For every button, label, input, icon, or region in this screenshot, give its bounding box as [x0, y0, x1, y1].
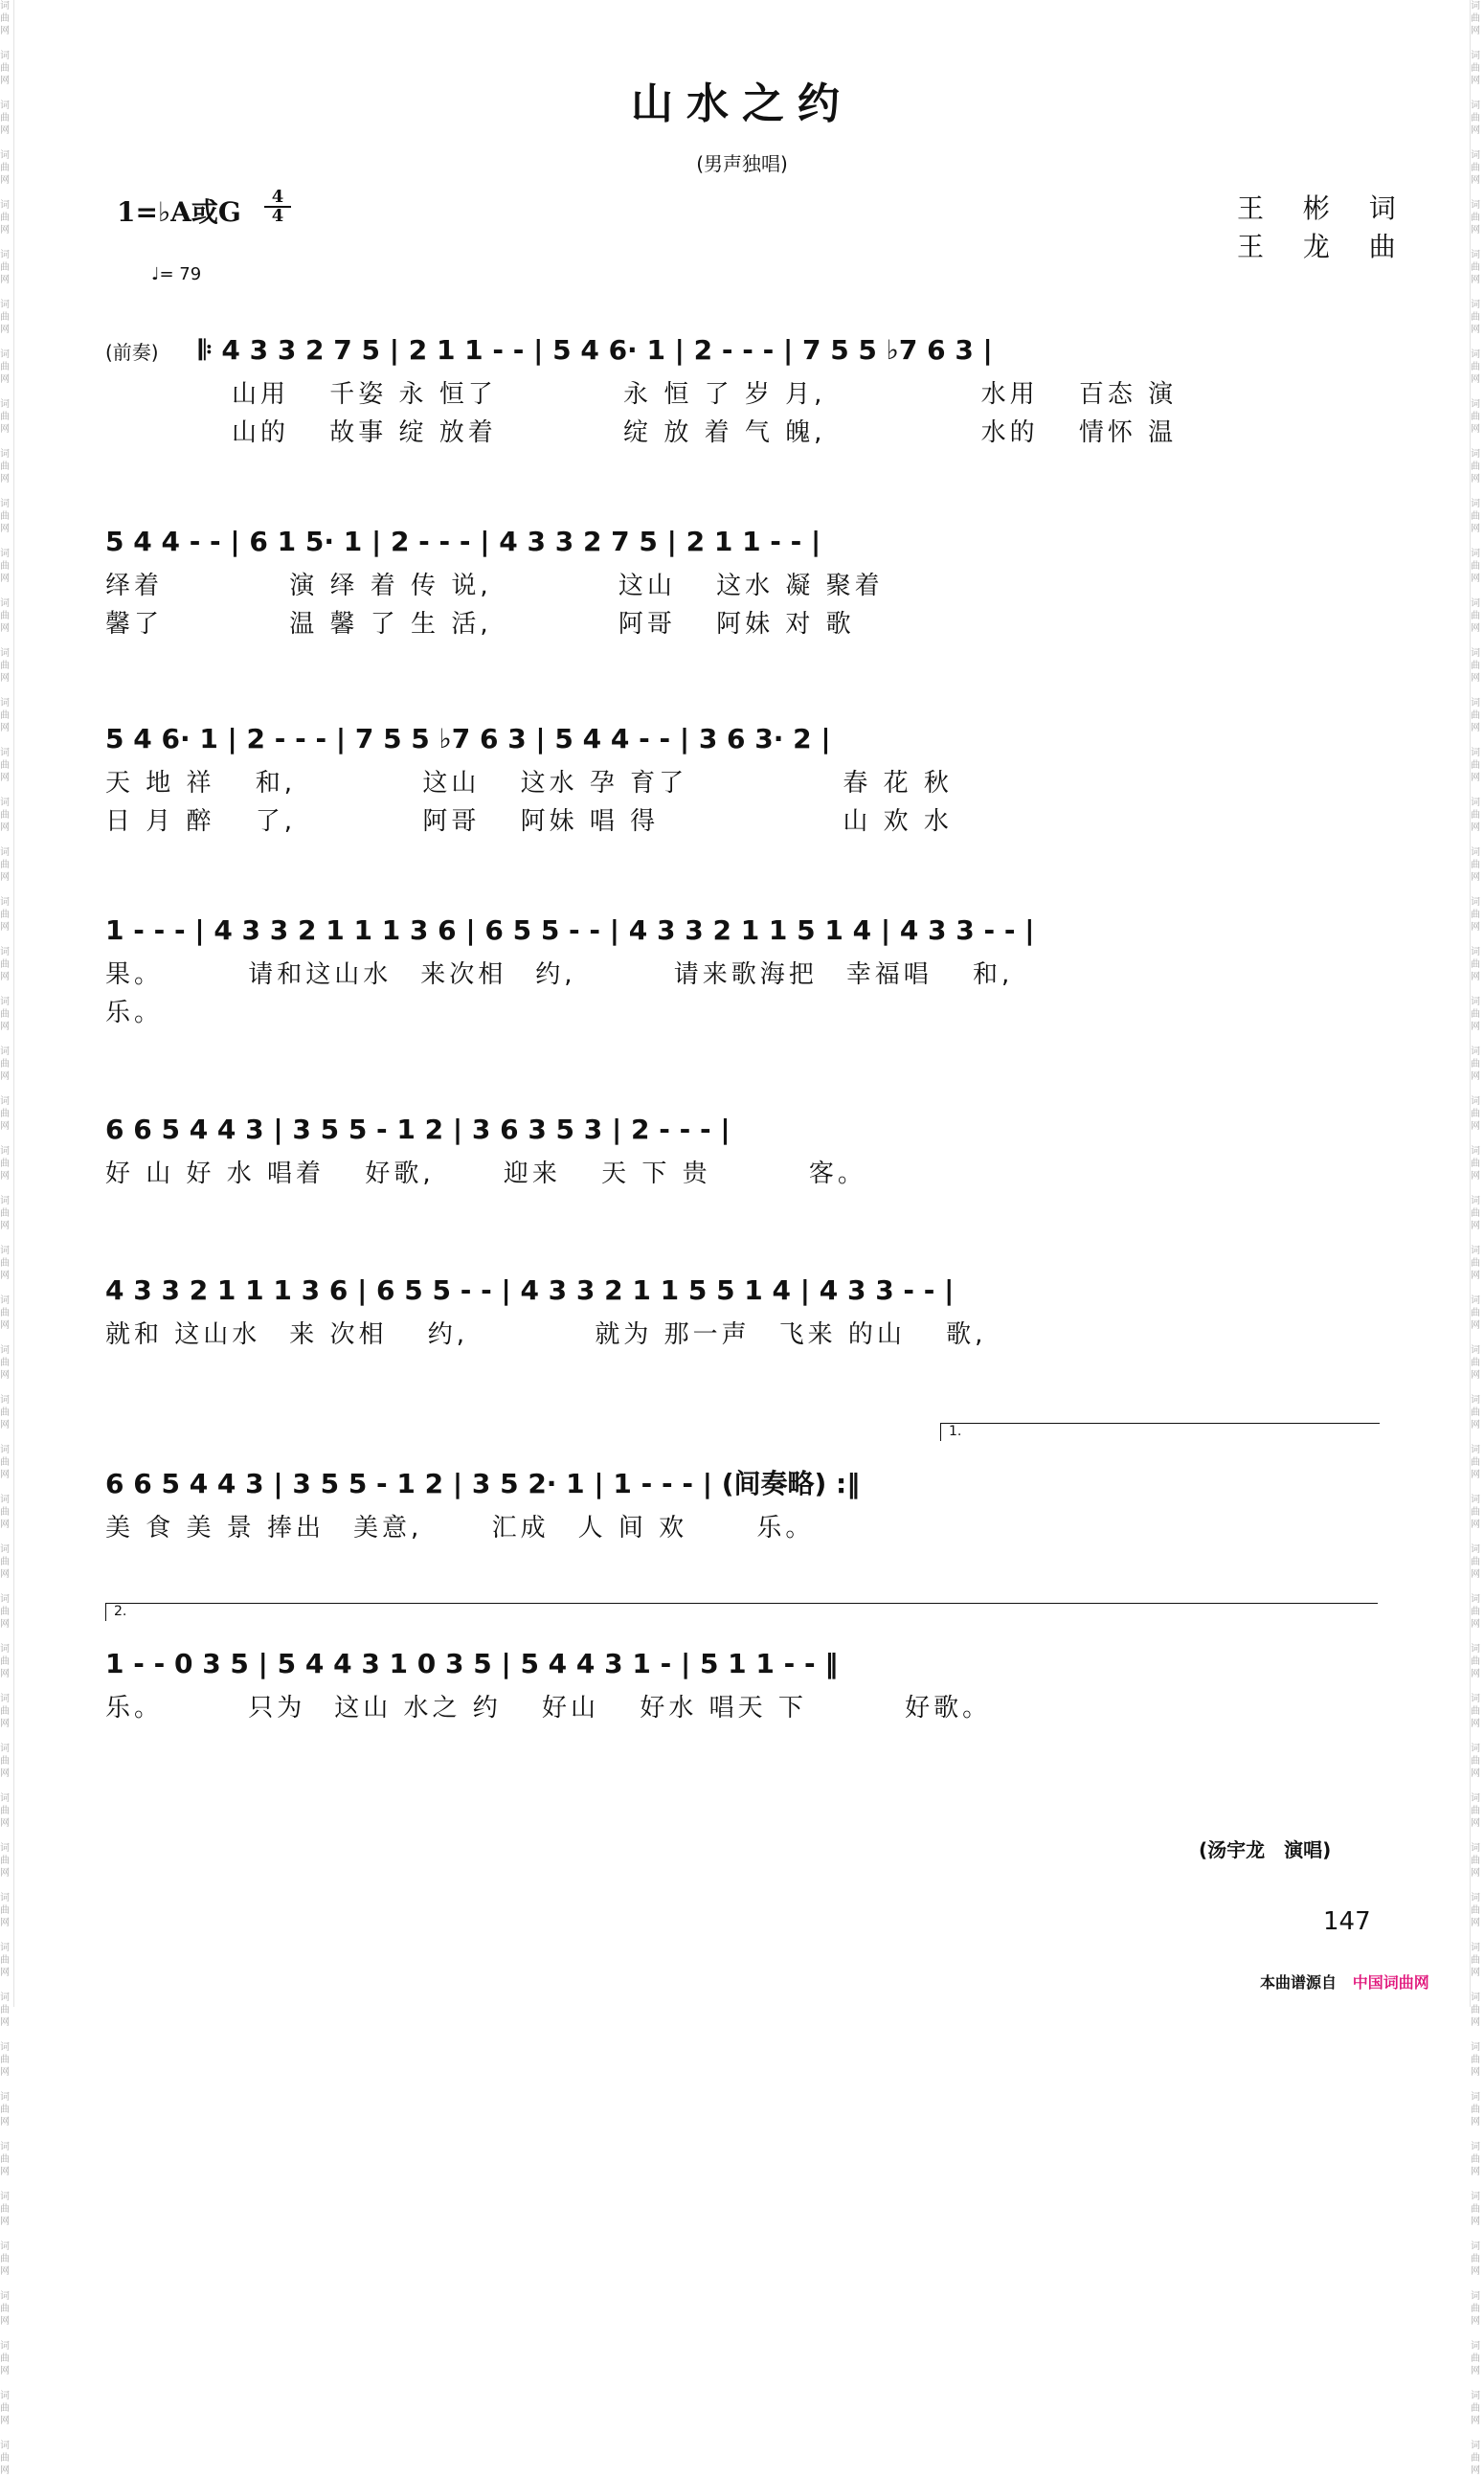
- right-edge-watermark: 词 曲 网 词 曲 网 词 曲 网 词 曲 网 词 曲 网 词 曲 网 词 曲 网 词 曲 网 词 曲 网 词 曲 网 词 曲 网 词 曲 网 词 曲 网 词 曲 网 词 曲 网 词 曲 网 词 曲 网 词 曲 网 词 曲 网 词 曲 网 词 曲 网 词 曲 网 词 曲 网 词 曲 网 词 曲 网 词 曲 网 词 曲 网 词 曲 网 词 曲 网 词 曲 网 词 曲 网 词 曲 网 词 曲 网 词 曲 网 词 曲 网 词 曲 网 词 曲 网 词 曲 网 词 曲 网 词 曲 网 词 曲 网 词 曲 网 词 曲 网 词 曲 网 词 曲 网 词 曲 网 词 曲 网 词 曲 网 词 曲 网 词 曲 网: [1470, 0, 1484, 2007]
- intro-label: (前奏): [105, 341, 159, 364]
- tempo-marking: ♩= 79: [151, 264, 202, 284]
- lyrics-line-3-verse-1: 天 地 祥 和, 这山 这水 孕 育了 春 花 秋: [105, 769, 953, 798]
- lyrics-line-4-verse-1: 果。 请和这山水 来次相 约, 请来歌海把 幸福唱 和,: [105, 960, 1014, 989]
- time-signature: [264, 189, 291, 225]
- performer-credit: (汤宇龙 演唱): [1199, 1838, 1332, 1861]
- left-edge-watermark: 词 曲 网 词 曲 网 词 曲 网 词 曲 网 词 曲 网 词 曲 网 词 曲 网 词 曲 网 词 曲 网 词 曲 网 词 曲 网 词 曲 网 词 曲 网 词 曲 网 词 曲 网 词 曲 网 词 曲 网 词 曲 网 词 曲 网 词 曲 网 词 曲 网 词 曲 网 词 曲 网 词 曲 网 词 曲 网 词 曲 网 词 曲 网 词 曲 网 词 曲 网 词 曲 网 词 曲 网 词 曲 网 词 曲 网 词 曲 网 词 曲 网 词 曲 网 词 曲 网 词 曲 网 词 曲 网 词 曲 网 词 曲 网 词 曲 网 词 曲 网 词 曲 网 词 曲 网 词 曲 网 词 曲 网 词 曲 网 词 曲 网 词 曲 网: [0, 0, 14, 2007]
- notes-line-4: 1 - - - | 4 3 3 2 1 1 1 3 6 | 6 5 5 - - | 4 3 3 2 1 1 5 1 4 | 4 3 3 - - |: [105, 914, 1035, 946]
- notes-line-1: 𝄆 4 3 3 2 7 5 | 2 1 1 - - | 5 4 6· 1 | 2 - - - | 7 5 5 ♭7 6 3 |: [199, 334, 993, 366]
- source-footer: [1260, 1970, 1429, 1993]
- notes-line-6: 4 3 3 2 1 1 1 3 6 | 6 5 5 - - | 4 3 3 2 1 1 5 5 1 4 | 4 3 3 - - |: [105, 1274, 955, 1306]
- notes-line-5: 6 6 5 4 4 3 | 3 5 5 - 1 2 | 3 6 3 5 3 | 2 - - - |: [105, 1114, 731, 1145]
- lyrics-line-8: 乐。 只为 这山 水之 约 好山 好水 唱天 下 好歌。: [105, 1694, 992, 1723]
- lyrics-line-7: 美 食 美 景 捧出 美意, 汇成 人 间 欢 乐。: [105, 1514, 815, 1542]
- footer-prefix: 本曲谱源自: [1260, 1973, 1338, 1992]
- lyricist-credit: 王 彬 词: [1237, 192, 1411, 224]
- lyrics-line-3-verse-2: 日 月 醉 了, 阿哥 阿妹 唱 得 山 欢 水: [105, 807, 953, 836]
- time-top: 4: [264, 189, 291, 208]
- song-subtitle: (男声独唱): [696, 152, 788, 175]
- lyrics-line-6: 就和 这山水 来 次相 约, 就为 那一声 飞来 的山 歌,: [105, 1320, 987, 1349]
- notes-line-2: 5 4 4 - - | 6 1 5· 1 | 2 - - - | 4 3 3 2 7 5 | 2 1 1 - - |: [105, 526, 821, 557]
- lyrics-line-5: 好 山 好 水 唱着 好歌, 迎来 天 下 贵 客。: [105, 1160, 866, 1188]
- page-number: 147: [1323, 1907, 1371, 1936]
- song-title: 山水之约: [631, 79, 853, 128]
- lyrics-line-2-verse-2: 馨了 温 馨 了 生 活, 阿哥 阿妹 对 歌: [105, 610, 855, 639]
- notes-line-8: 1 - - 0 3 5 | 5 4 4 3 1 0 3 5 | 5 4 4 3 1 - | 5 1 1 - - ‖: [105, 1648, 839, 1679]
- lyrics-line-1-verse-1: 山用 千姿 永 恒了 永 恒 了 岁 月, 水用 百态 演: [232, 380, 1178, 409]
- composer-credit: 王 龙 曲: [1237, 231, 1411, 262]
- notes-line-3: 5 4 6· 1 | 2 - - - | 7 5 5 ♭7 6 3 | 5 4 4 - - | 3 6 3· 2 |: [105, 723, 831, 754]
- lyrics-line-1-verse-2: 山的 故事 绽 放着 绽 放 着 气 魄, 水的 情怀 温: [232, 418, 1178, 447]
- key-signature: 1=♭A或G: [117, 196, 241, 228]
- lyrics-line-2-verse-1: 绎着 演 绎 着 传 说, 这山 这水 凝 聚着: [105, 572, 884, 600]
- first-ending-bracket: 1.: [940, 1423, 1380, 1441]
- time-bottom: 4: [271, 206, 284, 226]
- footer-source-link[interactable]: 中国词曲网: [1352, 1973, 1429, 1992]
- lyrics-line-4-verse-2: 乐。: [105, 999, 164, 1027]
- second-ending-bracket: 2.: [105, 1603, 1378, 1621]
- notes-line-7: 6 6 5 4 4 3 | 3 5 5 - 1 2 | 3 5 2· 1 | 1 - - - | (间奏略) :‖: [105, 1468, 861, 1499]
